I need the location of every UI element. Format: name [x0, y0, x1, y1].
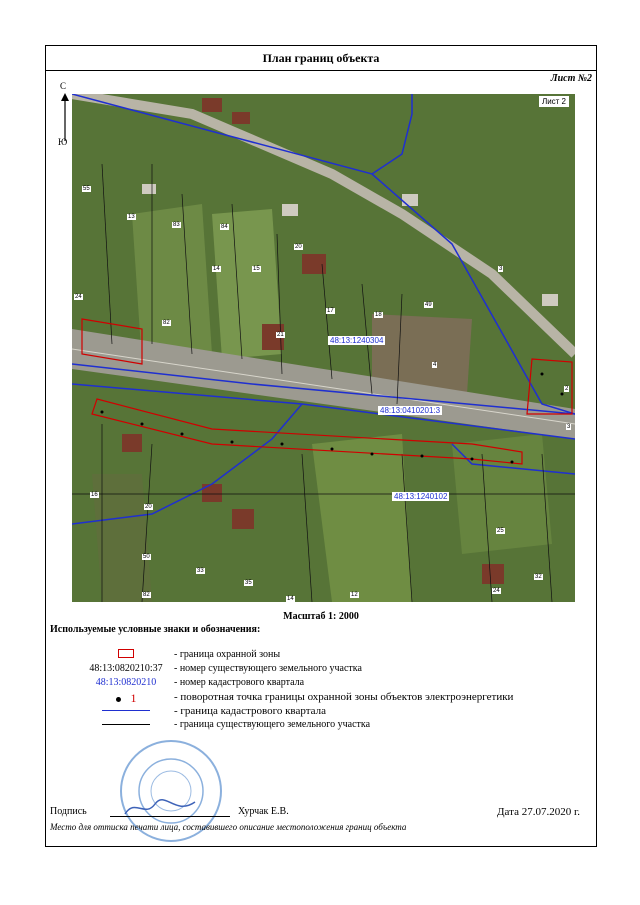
signature-date: Дата 27.07.2020 г.	[497, 806, 580, 818]
parcel-label: 83	[173, 222, 180, 228]
parcel-label: 32	[535, 574, 542, 580]
quarter-boundary-line-icon	[66, 705, 186, 716]
quarter-label-1: 48:13:1240304	[330, 336, 384, 345]
parcel-label: 84	[221, 224, 228, 230]
legend-text: - номер кадастрового квартала	[174, 677, 305, 688]
legend-text: - граница кадастрового квартала	[174, 705, 326, 717]
compass-south-label: Ю	[58, 137, 68, 147]
legend-item	[46, 649, 596, 663]
parcel-label: 21	[277, 332, 284, 338]
map-scale: Масштаб 1: 2000	[283, 611, 359, 622]
zone-boundary-icon	[66, 649, 186, 661]
parcel-label: 18	[375, 312, 382, 318]
legend-item	[46, 677, 596, 691]
parcel-label: 3	[567, 424, 571, 430]
parcel-labels	[72, 94, 575, 602]
legend-text: - граница существующего земельного участка	[174, 719, 371, 730]
parcel-boundary-line-icon	[66, 719, 186, 730]
quarter-label-2: 48:13:0410201:3	[380, 406, 441, 415]
map-sheet-inset-label: Лист 2	[539, 96, 569, 107]
parcel-label: 82	[163, 320, 170, 326]
legend-item	[46, 691, 596, 705]
sheet-number: Лист №2	[550, 73, 592, 84]
legend-title: Используемые условные знаки и обозначения:	[50, 624, 261, 635]
parcel-label: 13	[128, 214, 135, 220]
parcel-label: 2	[565, 386, 569, 392]
compass-north-label: С	[60, 81, 67, 91]
legend-text: - граница охранной зоны	[174, 649, 281, 660]
parcel-label: 25	[497, 528, 504, 534]
legend-item	[46, 705, 596, 719]
parcel-label: 55	[83, 186, 90, 192]
stamp-note: Место для оттиска печати лица, составившего описание местоположения границ объекта	[50, 822, 407, 832]
turning-point-icon	[66, 691, 186, 706]
signature-label: Подпись	[50, 806, 87, 817]
parcel-label: 14	[213, 266, 220, 272]
parcel-label: 24	[493, 588, 500, 594]
legend-symbol-parcel-number: 48:13:0820210:37	[89, 663, 163, 674]
parcel-label: 4	[433, 362, 437, 368]
parcel-label: 14	[287, 596, 294, 602]
legend-symbol-quarter-number: 48:13:0820210	[95, 677, 157, 688]
parcel-label: 33	[197, 568, 204, 574]
plan-sheet	[45, 45, 597, 847]
legend-item	[46, 719, 596, 733]
parcel-label: 17	[327, 308, 334, 314]
parcel-label: 16	[91, 492, 98, 498]
legend-text: - номер существующего земельного участка	[174, 663, 362, 674]
parcel-label: 50	[143, 554, 150, 560]
quarter-label-3: 48:13:1240102	[394, 492, 448, 501]
turning-point-number: 1	[130, 691, 137, 705]
parcel-label: 20	[295, 244, 302, 250]
parcel-label: 20	[145, 504, 152, 510]
legend-text: - поворотная точка границы охранной зоны объектов электроэнергетики	[174, 691, 514, 703]
signature-icon	[120, 796, 200, 820]
parcel-label: 24	[75, 294, 82, 300]
legend-item	[46, 663, 596, 677]
parcel-label: 82	[143, 592, 150, 598]
parcel-label: 3	[499, 266, 503, 272]
signature-row	[50, 806, 590, 817]
parcel-label: 49	[425, 302, 432, 308]
map-image	[72, 94, 575, 602]
parcel-label: 35	[245, 580, 252, 586]
plan-title: План границ объекта	[46, 46, 596, 71]
parcel-label: 15	[253, 266, 260, 272]
signer-name: Хурчак Е.В.	[238, 806, 289, 817]
parcel-label: 12	[351, 592, 358, 598]
